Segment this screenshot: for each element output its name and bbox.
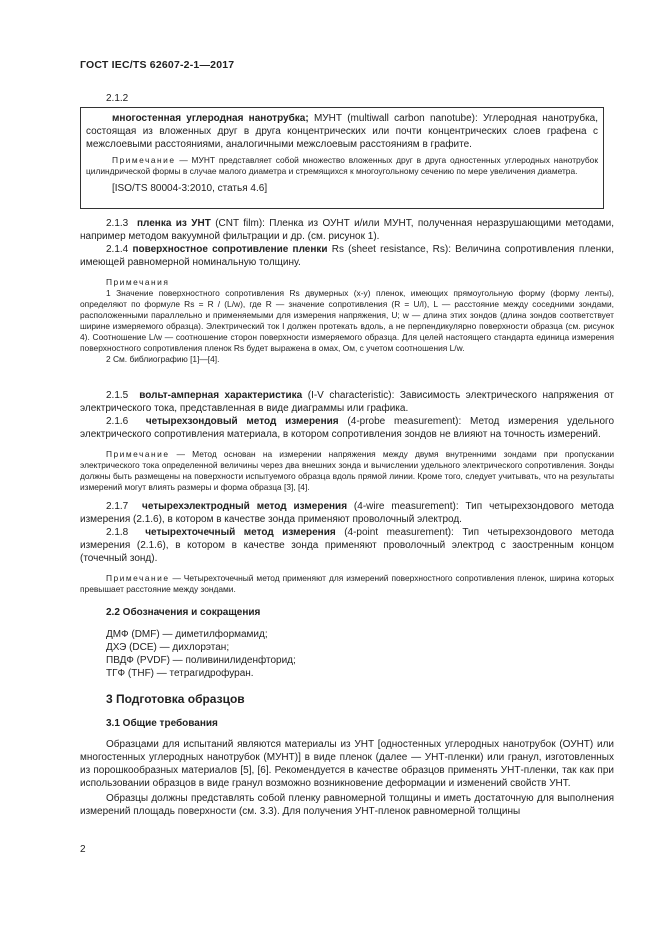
note2-2-1-4: 2 См. библиографию [1]—[4]. [106, 354, 220, 364]
definition-2-1-2: многостенная углеродная нанотрубка; МУНТ (multiwall carbon nanotube): Углеродная нанотрубка, состоящая из вложенных друг в друга концентрических или почти концентрических слоев графена с межслоевыми расстояниями, аналогичными межслоевым расстояниям в графите. [86, 113, 599, 150]
definition-box [80, 107, 604, 209]
definition-2-1-5: 2.1.5 вольт-амперная характеристика (I-V characteristic): Зависимость электрического напряжения от электрического тока, представленная в виде диаграммы или графика. [80, 390, 615, 414]
definition-2-1-7: 2.1.7 четырехэлектродный метод измерения (4-wire measurement): Тип четырехзондового метода измерения (2.1.6), в котором в качестве зонда применяют проволочный электрод. [80, 501, 614, 525]
heading-2-2: 2.2 Обозначения и сокращения [106, 607, 261, 618]
list-item: ДМФ (DMF) — диметилформамид; [106, 629, 268, 640]
note-2-1-2: Примечание — МУНТ представляет собой множество вложенных друг в друга одностенных углеродных нанотрубок цилиндрической формы в случае малого диаметра и стремящихся к многоугольному сечению по мере увеличения диаметра. [86, 155, 598, 176]
page-number: 2 [80, 844, 86, 855]
section-2-2 [80, 606, 614, 680]
section-3 [80, 693, 614, 818]
notes-label-2-1-4: Примечания [106, 277, 170, 287]
document-header: ГОСТ IEC/TS 62607-2-1—2017 [80, 59, 235, 71]
list-item: ДХЭ (DCE) — дихлорэтан; [106, 642, 230, 653]
heading-3: 3 Подготовка образцов [106, 692, 245, 706]
note-2-1-8: Примечание — Четырехточечный метод применяют для измерений поверхностного сопротивления пленок, ширина которых превышает расстояние между зондами. [80, 573, 614, 594]
section-2-1-2-number: 2.1.2 [106, 93, 129, 104]
definition-2-1-8: 2.1.8 четырехточечный метод измерения (4-point measurement): Тип четырехзондового метода измерения (2.1.6), в котором в качестве зонда применяют проволочный электрод с заостренным концом (точечный зонд). [80, 527, 614, 564]
note1-2-1-4: 1 Значение поверхностного сопротивления Rs двумерных (x-y) пленок, имеющих прямоугольную форму (форму ленты), определяют по формуле Rs = R / (L/w), где R — значение сопротивления (R = U/I), L — расстояние между соседними зондами, расположенными параллельно и применяемыми для измерения напряжения, U; w — длина этих зондов (длина зондов соответствует ширине измеряемого образца). Электрический ток I должен протекать вдоль, а не перпендикулярно поверхности образца (см. рисунок 4). Соотношение L/w — соотношение сторон поверхности измеряемого образца. Для целей настоящего стандарта единица измерения поверхностного сопротивления пленок Rs будет выражена в омах, Ом, с учетом соотношения L/w. [80, 288, 614, 353]
section-2-1-3-to-2-1-4 [80, 217, 614, 365]
abbreviation-list [80, 628, 614, 680]
source-2-1-2: [ISO/TS 80004-3:2010, статья 4.6] [112, 183, 268, 194]
definition-2-1-3: 2.1.3 пленка из УНТ (CNT film): Пленка из ОУНТ и/или МУНТ, полученная неразрушающими методами, например методом вакуумной фильтрации и др. (см. рисунок 1). [80, 218, 615, 242]
list-item: ТГФ (THF) — тетрагидрофуран. [106, 668, 254, 679]
section-2-1-5-to-2-1-6 [80, 389, 614, 493]
section-2-1-7-to-2-1-8 [80, 500, 614, 595]
note-2-1-6: Примечание — Метод основан на измерении напряжения между двумя внутренними зондами при пропускании электрического тока определенной величины через два внешних зонда и вычислении удельного электрического сопротивления. Зонды должны быть размещены на поверхности испытуемого образца вдоль прямой линии. Кроме того, следует учитывать, что на результаты измерений могут влиять размеры и форма образца [3], [4]. [80, 449, 614, 492]
heading-3-1: 3.1 Общие требования [106, 718, 218, 729]
definition-2-1-6: 2.1.6 четырехзондовый метод измерения (4-probe measurement): Метод измерения удельного электрического сопротивления материала, в котором сопротивления зондов не влияют на точность измерений. [80, 416, 615, 440]
paragraph-3-1-1: Образцами для испытаний являются материалы из УНТ [одностенных углеродных нанотрубок (ОУНТ) или многостенных углеродных нанотрубок (МУНТ)] в виде пленок (далее — УНТ-пленки) или гранул, изготовленных из порошкообразных материалов [5], [6]. Рекомендуется в качестве образцов применять УНТ-пленки, так как при использовании образцов в виде гранул возможно возникновение деформации и изменений свойств УНТ. [80, 739, 614, 789]
definition-2-1-4: 2.1.4 поверхностное сопротивление пленки Rs (sheet resistance, Rs): Величина сопротивления пленки, имеющей равномерной номинальную толщину. [80, 244, 614, 268]
paragraph-3-1-2: Образцы должны представлять собой пленку равномерной толщины и иметь достаточную для выполнения измерений площадь поверхности (см. 3.3). Для получения УНТ-пленок равномерной толщины [80, 793, 614, 817]
list-item: ПВДФ (PVDF) — поливинилиденфторид; [106, 655, 296, 666]
